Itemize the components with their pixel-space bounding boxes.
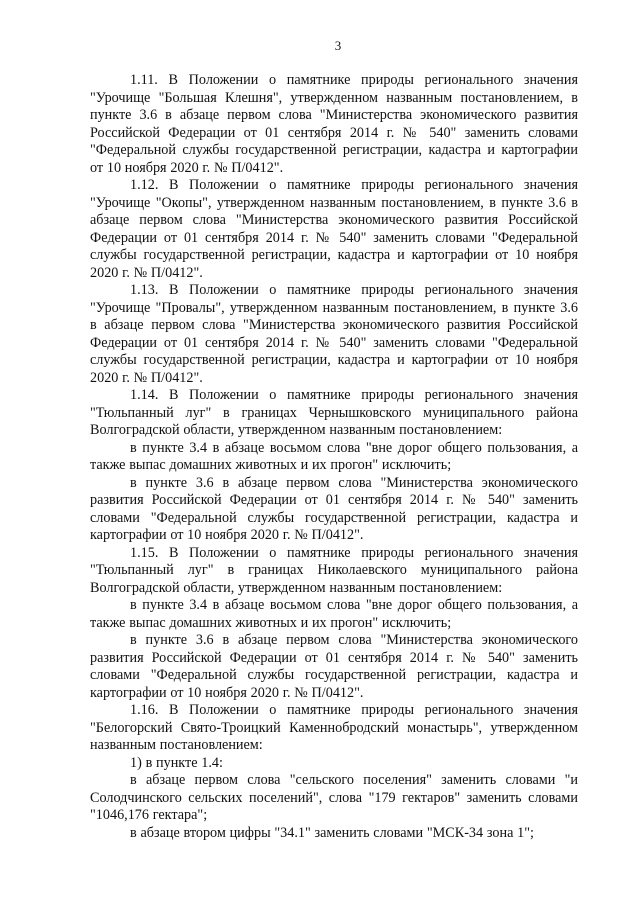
paragraph-1-15: 1.15. В Положении о памятнике природы регионального значения "Тюльпанный луг" в границах Николаевского муниципального района Волгоградской области, утвержденном названным постановлением: <box>90 544 578 596</box>
paragraph-1-16-item-1: 1) в пункте 1.4: <box>130 754 223 771</box>
paragraph-1-16-abzac-2: в абзаце втором цифры "34.1" заменить словами "МСК-34 зона 1"; <box>130 824 534 841</box>
paragraph-1-12: 1.12. В Положении о памятнике природы регионального значения "Урочище "Окопы", утвержденном названным постановлением, в пункте 3.6 в абзаце первом слова "Министерства экономического развития Российской Федерации от 01 сентября 2014 г. № 540" заменить словами "Федеральной службы государственной регистрации, кадастра и картографии от 10 ноября 2020 г. № П/0412". <box>90 177 578 281</box>
paragraph-1-11: 1.11. В Положении о памятнике природы регионального значения "Урочище "Большая Клешня", утвержденном названным постановлением, в пункте 3.6 в абзаце первом слова "Министерства экономического развития Российской Федерации от 01 сентября 2014 г. № 540" заменить словами "Федеральной службы государственной регистрации, кадастра и картографии от 10 ноября 2020 г. № П/0412". <box>90 72 578 176</box>
paragraph-1-15-item-3-6: в пункте 3.6 в абзаце первом слова "Министерства экономического развития Российской Федерации от 01 сентября 2014 г. № 540" заменить словами "Федеральной службы государственной регистрации, кадастра и картографии от 10 ноября 2020 г. № П/0412". <box>90 632 578 701</box>
paragraph-1-15-item-3-4: в пункте 3.4 в абзаце восьмом слова "вне дорог общего пользования, а также выпас домашних животных и их прогон" исключить; <box>90 597 578 631</box>
paragraph-1-14-item-3-4: в пункте 3.4 в абзаце восьмом слова "вне дорог общего пользования, а также выпас домашних животных и их прогон" исключить; <box>90 439 578 473</box>
paragraph-1-16: 1.16. В Положении о памятнике природы регионального значения "Белогорский Свято-Троицкий Каменнобродский монастырь", утвержденном названным постановлением: <box>90 702 578 753</box>
page-number: 3 <box>334 38 342 53</box>
paragraph-1-14-item-3-6: в пункте 3.6 в абзаце первом слова "Министерства экономического развития Российской Федерации от 01 сентября 2014 г. № 540" заменить словами "Федеральной службы государственной регистрации, кадастра и картографии от 10 ноября 2020 г. № П/0412". <box>90 474 578 543</box>
paragraph-1-16-abzac-1: в абзаце первом слова "сельского поселения" заменить словами "и Солодчинского сельских поселений", слова "179 гектаров" заменить словами "1046,176 гектара"; <box>90 772 578 823</box>
paragraph-1-14: 1.14. В Положении о памятнике природы регионального значения "Тюльпанный луг" в границах Чернышковского муниципального района Волгоградской области, утвержденном названным постановлением: <box>90 387 578 438</box>
paragraph-1-13: 1.13. В Положении о памятнике природы регионального значения "Урочище "Провалы", утвержденном названным постановлением, в пункте 3.6 в абзаце первом слова "Министерства экономического развития Российской Федерации от 01 сентября 2014 г. № 540" заменить словами "Федеральной службы государственной регистрации, кадастра и картографии от 10 ноября 2020 г. № П/0412". <box>90 282 578 386</box>
document-page <box>90 38 578 842</box>
